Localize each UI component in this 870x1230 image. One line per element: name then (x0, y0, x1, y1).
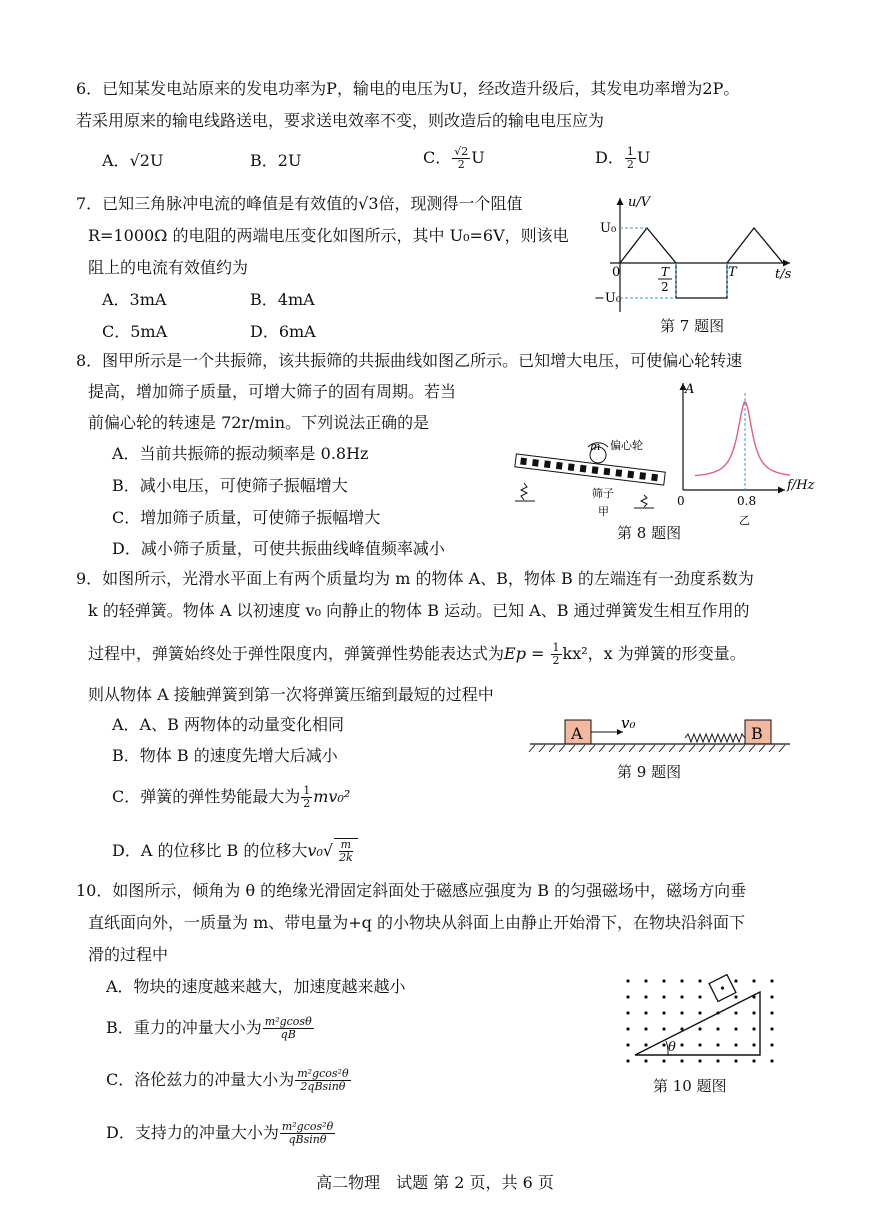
field-dot (752, 1043, 755, 1046)
q8-option-d: D．减小筛子质量，可使共振曲线峰值频率减小 (112, 539, 445, 558)
q7-voltage-graph (590, 190, 800, 320)
field-dot (770, 1011, 773, 1014)
q7-u0-label: U₀ (600, 221, 617, 236)
q7-stem-line3: 阻上的电流有效值约为 (88, 258, 249, 277)
q7-figure-caption: 第 7 题图 (660, 317, 725, 335)
q9-figure-caption: 第 9 题图 (617, 763, 682, 781)
field-dot (680, 1043, 683, 1046)
q8-origin-label: 0 (677, 494, 685, 508)
field-dot (626, 1043, 629, 1046)
field-dot (626, 979, 629, 982)
field-dot (662, 1011, 665, 1014)
field-dot (770, 1059, 773, 1062)
q8-option-c: C．增加筛子质量，可使筛子振幅增大 (112, 508, 381, 527)
field-dot (734, 1043, 737, 1046)
q9-stem-line3: 过程中，弹簧始终处于弹性限度内，弹簧弹性势能表达式为Ep = $\frac{1}{2}$ kx²，x 为弹簧的形变量。 (88, 641, 746, 667)
page-footer: 高二物理 试题 第 2 页，共 6 页 (316, 1173, 554, 1192)
q9-option-d: D．A 的位移比 B 的位移大v₀√ $\frac{m}{2k}$ (112, 838, 358, 864)
q7-t-full-label: T (728, 265, 737, 280)
field-dot (734, 995, 737, 998)
q8-spring-right (641, 495, 647, 507)
q8-yi-label: 乙 (739, 514, 750, 527)
field-dot (626, 1027, 629, 1030)
field-dot (734, 1027, 737, 1030)
field-dot (734, 979, 737, 982)
q9-velocity-label: v₀ (621, 714, 636, 732)
field-dot (734, 1059, 737, 1062)
q10-option-a: A．物块的速度越来越大，加速度越来越小 (106, 977, 406, 996)
field-dot (680, 1059, 683, 1062)
q6-option-a: A．√2U (102, 151, 164, 170)
q8-option-b: B．减小电压，可使筛子振幅增大 (112, 476, 348, 495)
field-dot (680, 1011, 683, 1014)
field-dot (644, 1027, 647, 1030)
field-dot (716, 1027, 719, 1030)
field-dot (716, 1059, 719, 1062)
field-dot (644, 1043, 647, 1046)
q9-block-a-label: A (571, 724, 583, 743)
q8-sieve-figure (510, 435, 670, 520)
q7-x-axis-label: t/s (775, 267, 792, 282)
q10-magnetic-field-dots (626, 979, 773, 1062)
q8-sieve-label: 筛子 (592, 487, 614, 500)
q7-option-a: A．3mA (102, 290, 167, 309)
q10-option-d: D．支持力的冲量大小为 $\frac{\text{m²gcos²θ}}{qBsin\theta}$ (106, 1120, 334, 1146)
field-dot (662, 1059, 665, 1062)
q8-figure-caption: 第 8 题图 (617, 524, 682, 542)
q8-x-axis-label: f/Hz (787, 478, 815, 493)
field-dot (662, 995, 665, 998)
field-dot (680, 979, 683, 982)
q10-incline-figure (620, 975, 780, 1065)
q8-stem-line3: 前偏心轮的转速是 72r/min。下列说法正确的是 (88, 413, 430, 432)
field-dot (626, 1011, 629, 1014)
q9-option-a: A．A、B 两物体的动量变化相同 (112, 715, 344, 734)
q7-neg-u0-label: −U₀ (594, 291, 622, 306)
q8-stem-line1: 8．图甲所示是一个共振筛，该共振筛的共振曲线如图乙所示。已知增大电压，可使偏心轮转速 (76, 351, 743, 370)
q8-mass-label: m (590, 440, 601, 453)
q9-stem-line2: k 的轻弹簧。物体 A 以初速度 v₀ 向静止的物体 B 运动。已知 A、B 通过弹簧发生相互作用的 (88, 601, 750, 620)
q7-y-axis-label: u/V (628, 195, 651, 210)
q6-option-d: D． $\frac{1}{2}$ U (595, 145, 651, 171)
field-dot (644, 1011, 647, 1014)
q10-figure-caption: 第 10 题图 (653, 1077, 727, 1095)
field-dot (644, 995, 647, 998)
q7-option-d: D．6mA (250, 322, 316, 341)
q7-option-b: B．4mA (250, 290, 315, 309)
q6-option-c: C． $\frac{√2}{2}$ U (423, 145, 485, 171)
field-dot (662, 1043, 665, 1046)
q7-t-half-den: 2 (661, 280, 669, 294)
q6-stem-line2: 若采用原来的输电线路送电，要求送电效率不变，则改造后的输电电压应为 (76, 111, 605, 130)
field-dot (698, 995, 701, 998)
field-dot (698, 1011, 701, 1014)
field-dot (698, 979, 701, 982)
q7-stem-line1: 7．已知三角脉冲电流的峰值是有效值的√3倍，现测得一个阻值 (76, 194, 523, 213)
q7-stem-line2: R=1000Ω 的电阻的两端电压变化如图所示，其中 U₀=6V，则该电 (88, 226, 569, 245)
field-dot (752, 1027, 755, 1030)
field-dot (752, 1059, 755, 1062)
q8-stem-line2: 提高，增加筛子质量，可增大筛子的固有周期。若当 (88, 382, 457, 401)
q8-peak-freq-label: 0.8 (737, 494, 757, 508)
q7-option-c: C．5mA (102, 322, 168, 341)
field-dot (626, 1059, 629, 1062)
field-dot (698, 1043, 701, 1046)
q10-option-c: C．洛伦兹力的冲量大小为 $\frac{\text{m²gcos²θ}}{2qBsin\theta}$ (106, 1067, 349, 1093)
field-dot (716, 1043, 719, 1046)
q8-jia-label: 甲 (598, 505, 609, 518)
q9-stem-line1: 9．如图所示，光滑水平面上有两个质量均为 m 的物体 A、B，物体 B 的左端连有一劲度系数为 (76, 569, 754, 588)
field-dot (752, 1011, 755, 1014)
q9-stem-line4: 则从物体 A 接触弹簧到第一次将弹簧压缩到最短的过程中 (88, 685, 494, 704)
q10-angle-label: θ (668, 1040, 676, 1055)
q8-wheel-label: 偏心轮 (610, 439, 643, 452)
q9-block-b-label: B (751, 724, 763, 743)
q10-stem-line1: 10．如图所示，倾角为 θ 的绝缘光滑固定斜面处于磁感应强度为 B 的匀强磁场中，磁场方向垂 (76, 881, 747, 900)
field-dot (770, 995, 773, 998)
q8-spring-left (521, 483, 527, 500)
q8-option-a: A．当前共振筛的振动频率是 0.8Hz (112, 444, 369, 463)
q9-option-b: B．物体 B 的速度先增大后减小 (112, 746, 338, 765)
field-dot (662, 979, 665, 982)
q8-resonance-curve (695, 402, 790, 476)
field-dot (770, 979, 773, 982)
q7-t-half-num: T (661, 265, 670, 279)
field-dot (770, 1043, 773, 1046)
field-dot (680, 995, 683, 998)
q10-stem-line3: 滑的过程中 (88, 945, 169, 964)
q9-option-c: C．弹簧的弹性势能最大为 $\frac{1}{2}$ mv₀² (112, 784, 351, 810)
q6-option-b: B．2U (250, 151, 302, 170)
q9-spring (685, 734, 745, 742)
field-dot (734, 1011, 737, 1014)
field-dot (644, 1059, 647, 1062)
q10-option-b: B．重力的冲量大小为 $\frac{\text{m²gcosθ}}{qB}$ (106, 1015, 312, 1041)
q9-collision-figure (525, 712, 795, 757)
field-dot (698, 1027, 701, 1030)
q7-origin-label: 0 (612, 265, 621, 280)
q10-incline (635, 992, 760, 1055)
q8-y-axis-label: A (685, 382, 695, 397)
q6-stem-line1: 6．已知某发电站原来的发电功率为P，输电的电压为U，经改造升级后，其发电功率增为2P。 (76, 79, 740, 98)
field-dot (752, 979, 755, 982)
q10-stem-line2: 直纸面向外，一质量为 m、带电量为+q 的小物块从斜面上由静止开始滑下，在物块沿斜面下 (88, 913, 745, 932)
field-dot (770, 1027, 773, 1030)
field-dot (662, 1027, 665, 1030)
q8-resonance-graph (665, 378, 825, 527)
field-dot (626, 995, 629, 998)
field-dot (644, 979, 647, 982)
field-dot (698, 1059, 701, 1062)
